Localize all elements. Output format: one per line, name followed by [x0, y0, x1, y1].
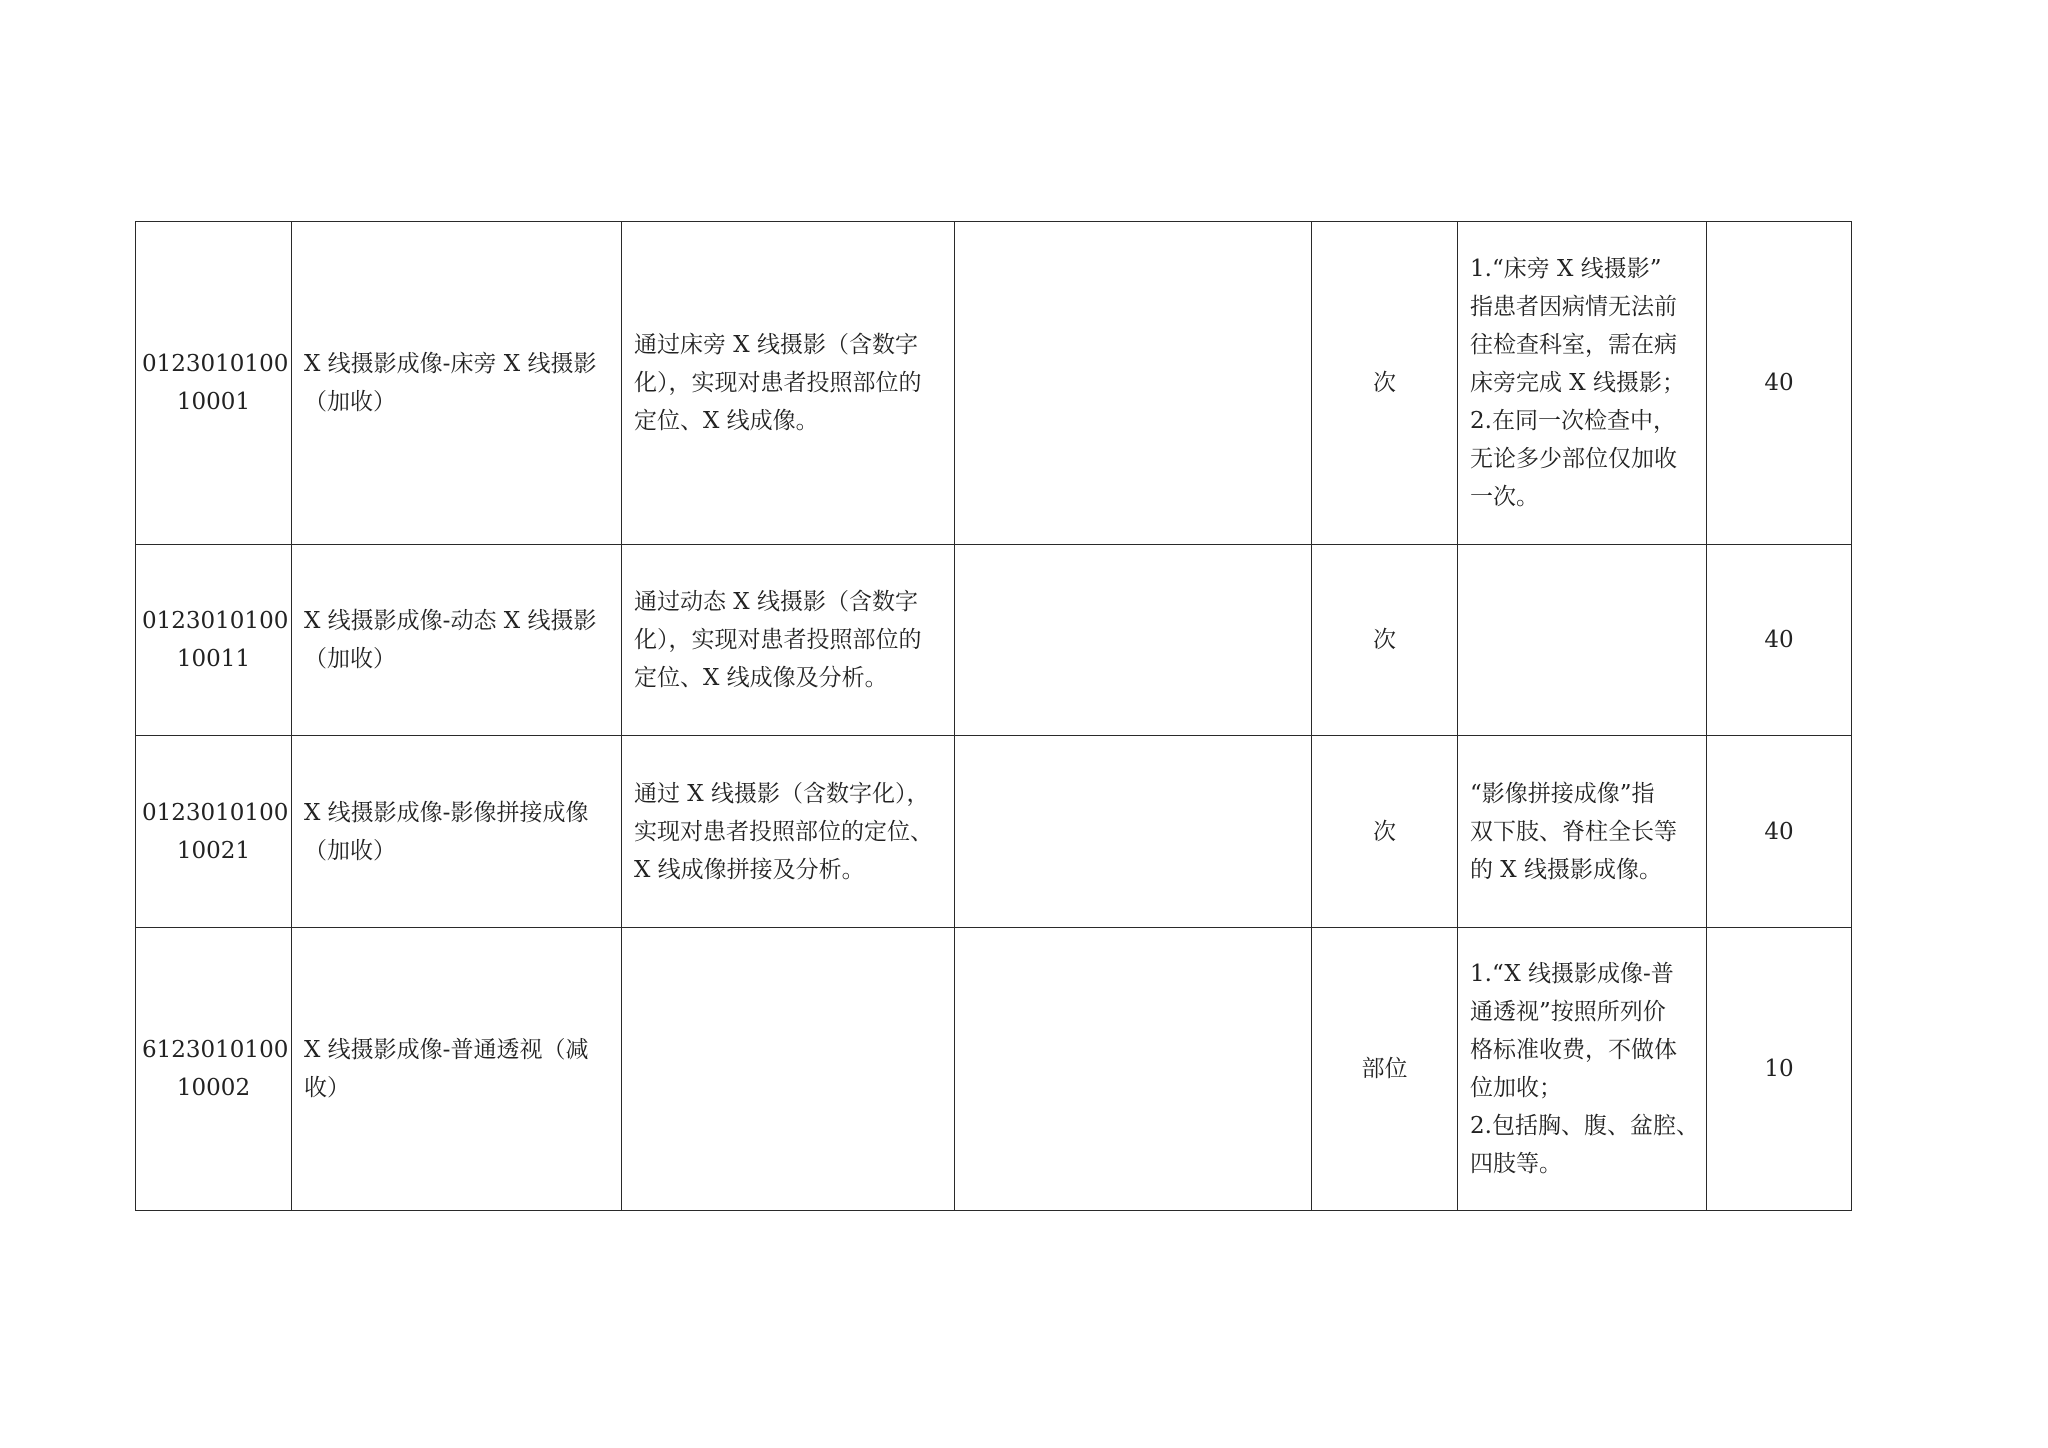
item-code-cell [136, 928, 292, 1211]
item-name-line: （加收） [304, 389, 396, 415]
price-cell: 40 [1707, 222, 1852, 545]
table-row [136, 222, 1852, 545]
item-content-line: 实现对患者投照部位的定位、 [634, 818, 933, 845]
description-line: 1.“床旁 X 线摄影” [1470, 256, 1662, 282]
description-cell [1458, 545, 1707, 736]
item-name-cell [292, 545, 622, 736]
unit-cell: 次 [1312, 222, 1458, 545]
item-name-line: （加收） [304, 646, 396, 672]
price-cell: 40 [1707, 736, 1852, 928]
item-name-line: X 线摄影成像-影像拼接成像 [304, 799, 589, 826]
item-code-line: 10021 [176, 837, 251, 864]
item-code-line: 0123010100 [142, 351, 289, 377]
item-code-cell [136, 736, 292, 928]
item-code-line: 10002 [176, 1075, 251, 1101]
item-code-line: 6123010100 [142, 1037, 289, 1063]
description-line: 2.在同一次检查中， [1470, 408, 1676, 434]
item-content-line: 通过 X 线摄影（含数字化）， [634, 780, 930, 807]
unit-cell: 次 [1312, 736, 1458, 928]
unit-cell: 部位 [1312, 928, 1458, 1211]
description-line: 往检查科室，需在病 [1470, 332, 1677, 358]
description-line: 格标准收费，不做体 [1470, 1037, 1677, 1063]
exclusion-cell [955, 928, 1312, 1211]
price-cell: 10 [1707, 928, 1852, 1211]
description-line: 无论多少部位仅加收 [1470, 446, 1677, 472]
description-line: 一次。 [1470, 484, 1539, 510]
exclusion-cell [955, 545, 1312, 736]
item-name-cell [292, 928, 622, 1211]
exclusion-cell [955, 222, 1312, 545]
table-row [136, 928, 1852, 1211]
description-cell [1458, 222, 1707, 545]
item-code-cell [136, 545, 292, 736]
fee-table [135, 221, 1852, 1211]
item-name-line: X 线摄影成像-动态 X 线摄影 [304, 608, 597, 634]
item-content-cell [622, 928, 955, 1211]
description-line: 指患者因病情无法前 [1470, 294, 1677, 320]
item-name-line: 收） [304, 1075, 350, 1101]
table-row [136, 736, 1852, 928]
item-content-cell [622, 736, 955, 928]
description-line: 1.“X 线摄影成像-普 [1470, 961, 1674, 987]
item-code-line: 0123010100 [142, 608, 289, 634]
item-content-line: 通过床旁 X 线摄影（含数字 [634, 332, 918, 358]
item-content-cell [622, 545, 955, 736]
description-cell [1458, 928, 1707, 1211]
item-content-cell [622, 222, 955, 545]
description-line: 2.包括胸、腹、盆腔、 [1470, 1113, 1699, 1139]
item-code-cell [136, 222, 292, 545]
description-line: “影像拼接成像”指 [1470, 780, 1655, 807]
item-name-cell [292, 222, 622, 545]
item-name-cell [292, 736, 622, 928]
item-name-line: （加收） [304, 837, 396, 864]
item-content-line: 定位、X 线成像及分析。 [634, 665, 888, 691]
description-line: 双下肢、脊柱全长等 [1470, 818, 1677, 845]
item-code-line: 10001 [176, 389, 251, 415]
description-line: 四肢等。 [1470, 1151, 1562, 1177]
description-line: 的 X 线摄影成像。 [1470, 856, 1662, 883]
item-code-line: 0123010100 [142, 799, 289, 826]
table-row [136, 545, 1852, 736]
item-content-line: 通过动态 X 线摄影（含数字 [634, 589, 918, 615]
item-content-line: 化），实现对患者投照部位的 [634, 370, 922, 396]
description-line: 位加收； [1470, 1075, 1562, 1101]
description-line: 床旁完成 X 线摄影； [1470, 370, 1685, 396]
item-code-line: 10011 [176, 646, 251, 672]
description-line: 通透视”按照所列价 [1470, 999, 1666, 1025]
exclusion-cell [955, 736, 1312, 928]
item-content-line: 化），实现对患者投照部位的 [634, 627, 922, 653]
item-content-line: 定位、X 线成像。 [634, 408, 819, 434]
item-name-line: X 线摄影成像-床旁 X 线摄影 [304, 351, 597, 377]
unit-cell: 次 [1312, 545, 1458, 736]
price-cell: 40 [1707, 545, 1852, 736]
item-name-line: X 线摄影成像-普通透视（减 [304, 1037, 589, 1063]
item-content-line: X 线成像拼接及分析。 [634, 856, 865, 883]
description-cell [1458, 736, 1707, 928]
